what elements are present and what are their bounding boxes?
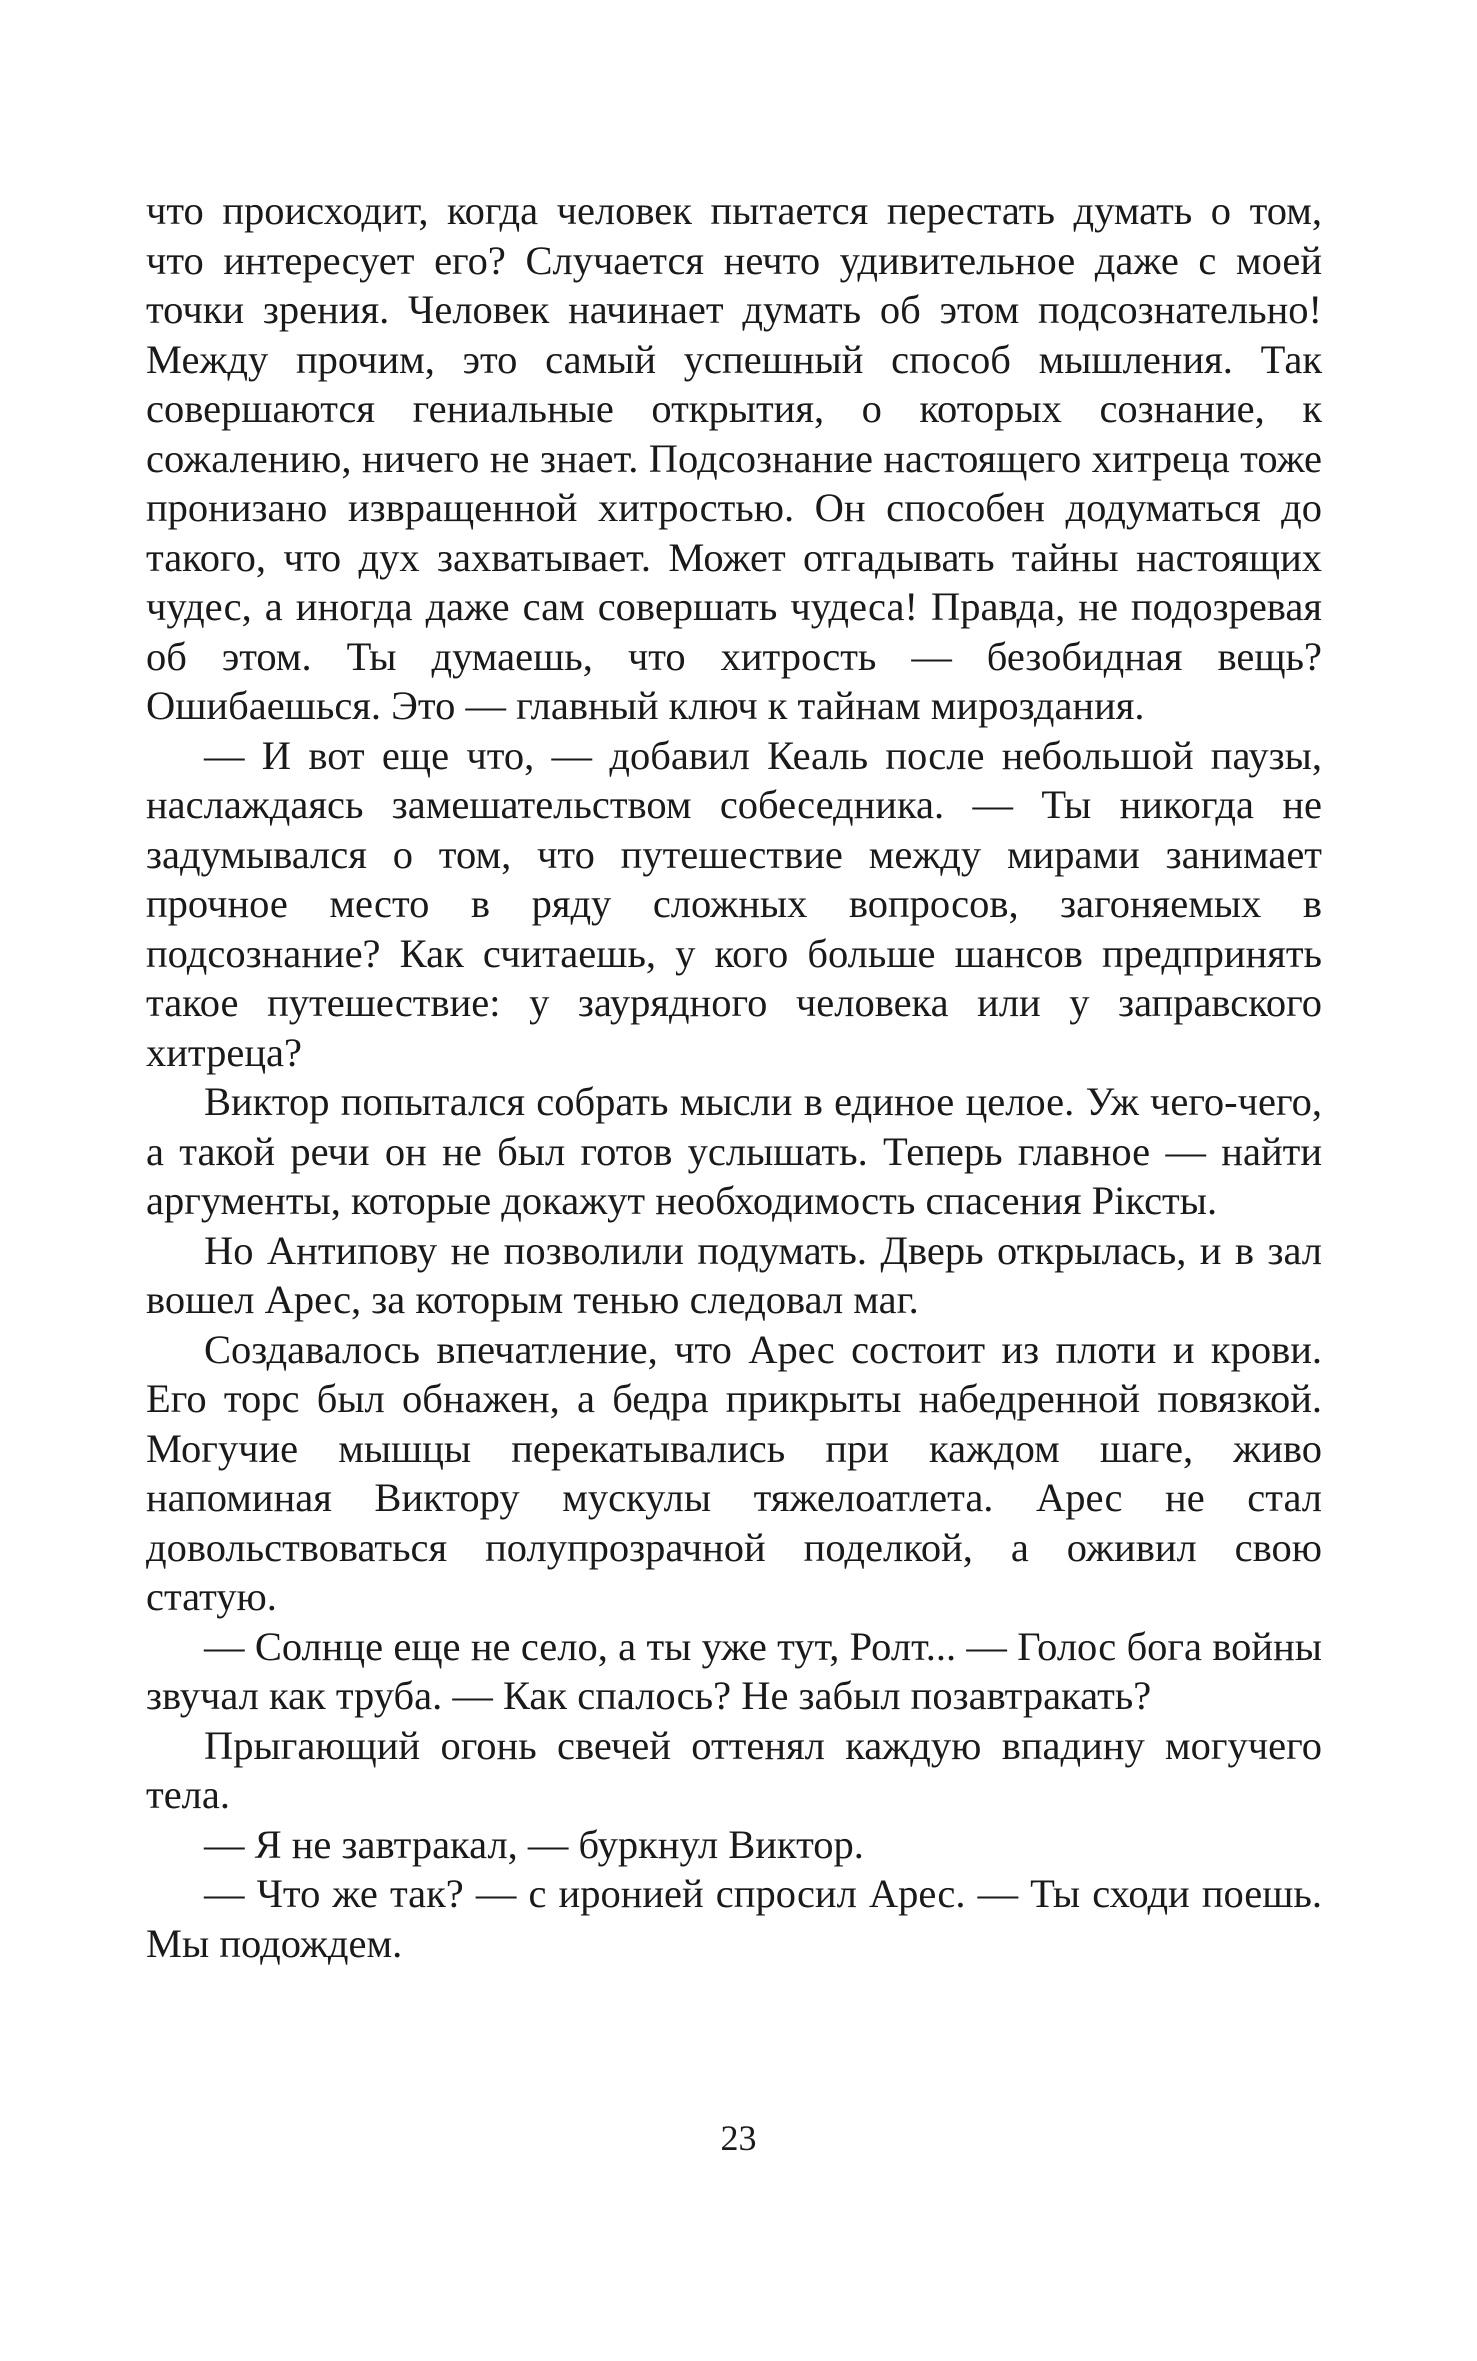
- paragraph: Но Антипову не позволили подумать. Дверь открылась, и в зал вошел Арес, за которым тенью следовал маг.: [146, 1227, 1322, 1322]
- paragraph: что происходит, когда человек пытается перестать думать о том, что интересует его? Случается нечто удивительное даже с моей точки зрения. Человек начинает думать об этом подсознательно! Между прочим, это самый успешный способ мышления. Так совершаются гениальные открытия, о которых сознание, к сожалению, ничего не знает. Подсознание настоящего хитреца тоже пронизано извращенной хитростью. Он способен додуматься до такого, что дух захватывает. Может отгадывать тайны настоящих чудес, а иногда даже сам совершать чудеса! Правда, не подозревая об этом. Ты думаешь, что хитрость — безобидная вещь? Ошибаешься. Это — главный ключ к тайнам мироздания.: [146, 188, 1322, 728]
- paragraph: Прыгающий огонь свечей оттенял каждую впадину могучего тела.: [146, 1722, 1322, 1817]
- paragraph: — Я не завтракал, — буркнул Виктор.: [204, 1821, 864, 1867]
- page-number: 23: [720, 2118, 757, 2158]
- paragraph: — И вот еще что, — добавил Кеаль после небольшой паузы, наслаждаясь замешательством собеседника. — Ты никогда не задумывался о том, что путешествие между мирами занимает прочное место в ряду сложных вопросов, загоняемых в подсознание? Как считаешь, у кого больше шансов предпринять такое путешествие: у заурядного человека или у заправского хитреца?: [146, 732, 1322, 1075]
- paragraph: Создавалось впечатление, что Арес состоит из плоти и крови. Его торс был обнажен, а бедра прикрыты набедренной повязкой. Могучие мышцы перекатывались при каждом шаге, живо напоминая Виктору мускулы тяжелоатлета. Арес не стал довольствоваться полупрозрачной поделкой, а оживил свою статую.: [146, 1326, 1322, 1619]
- body-text: [146, 186, 1322, 1968]
- paragraph: — Солнце еще не село, а ты уже тут, Ролт... — Голос бога войны звучал как труба. — Как спалось? Не забыл позавтракать?: [146, 1623, 1322, 1718]
- paragraph: Виктор попытался собрать мысли в единое целое. Уж чего-чего, а такой речи он не был готов услышать. Теперь главное — найти аргументы, которые докажут необходимость спасения Рiксты.: [146, 1079, 1322, 1223]
- paragraph: — Что же так? — с иронией спросил Арес. — Ты сходи поешь. Мы подождем.: [146, 1871, 1322, 1966]
